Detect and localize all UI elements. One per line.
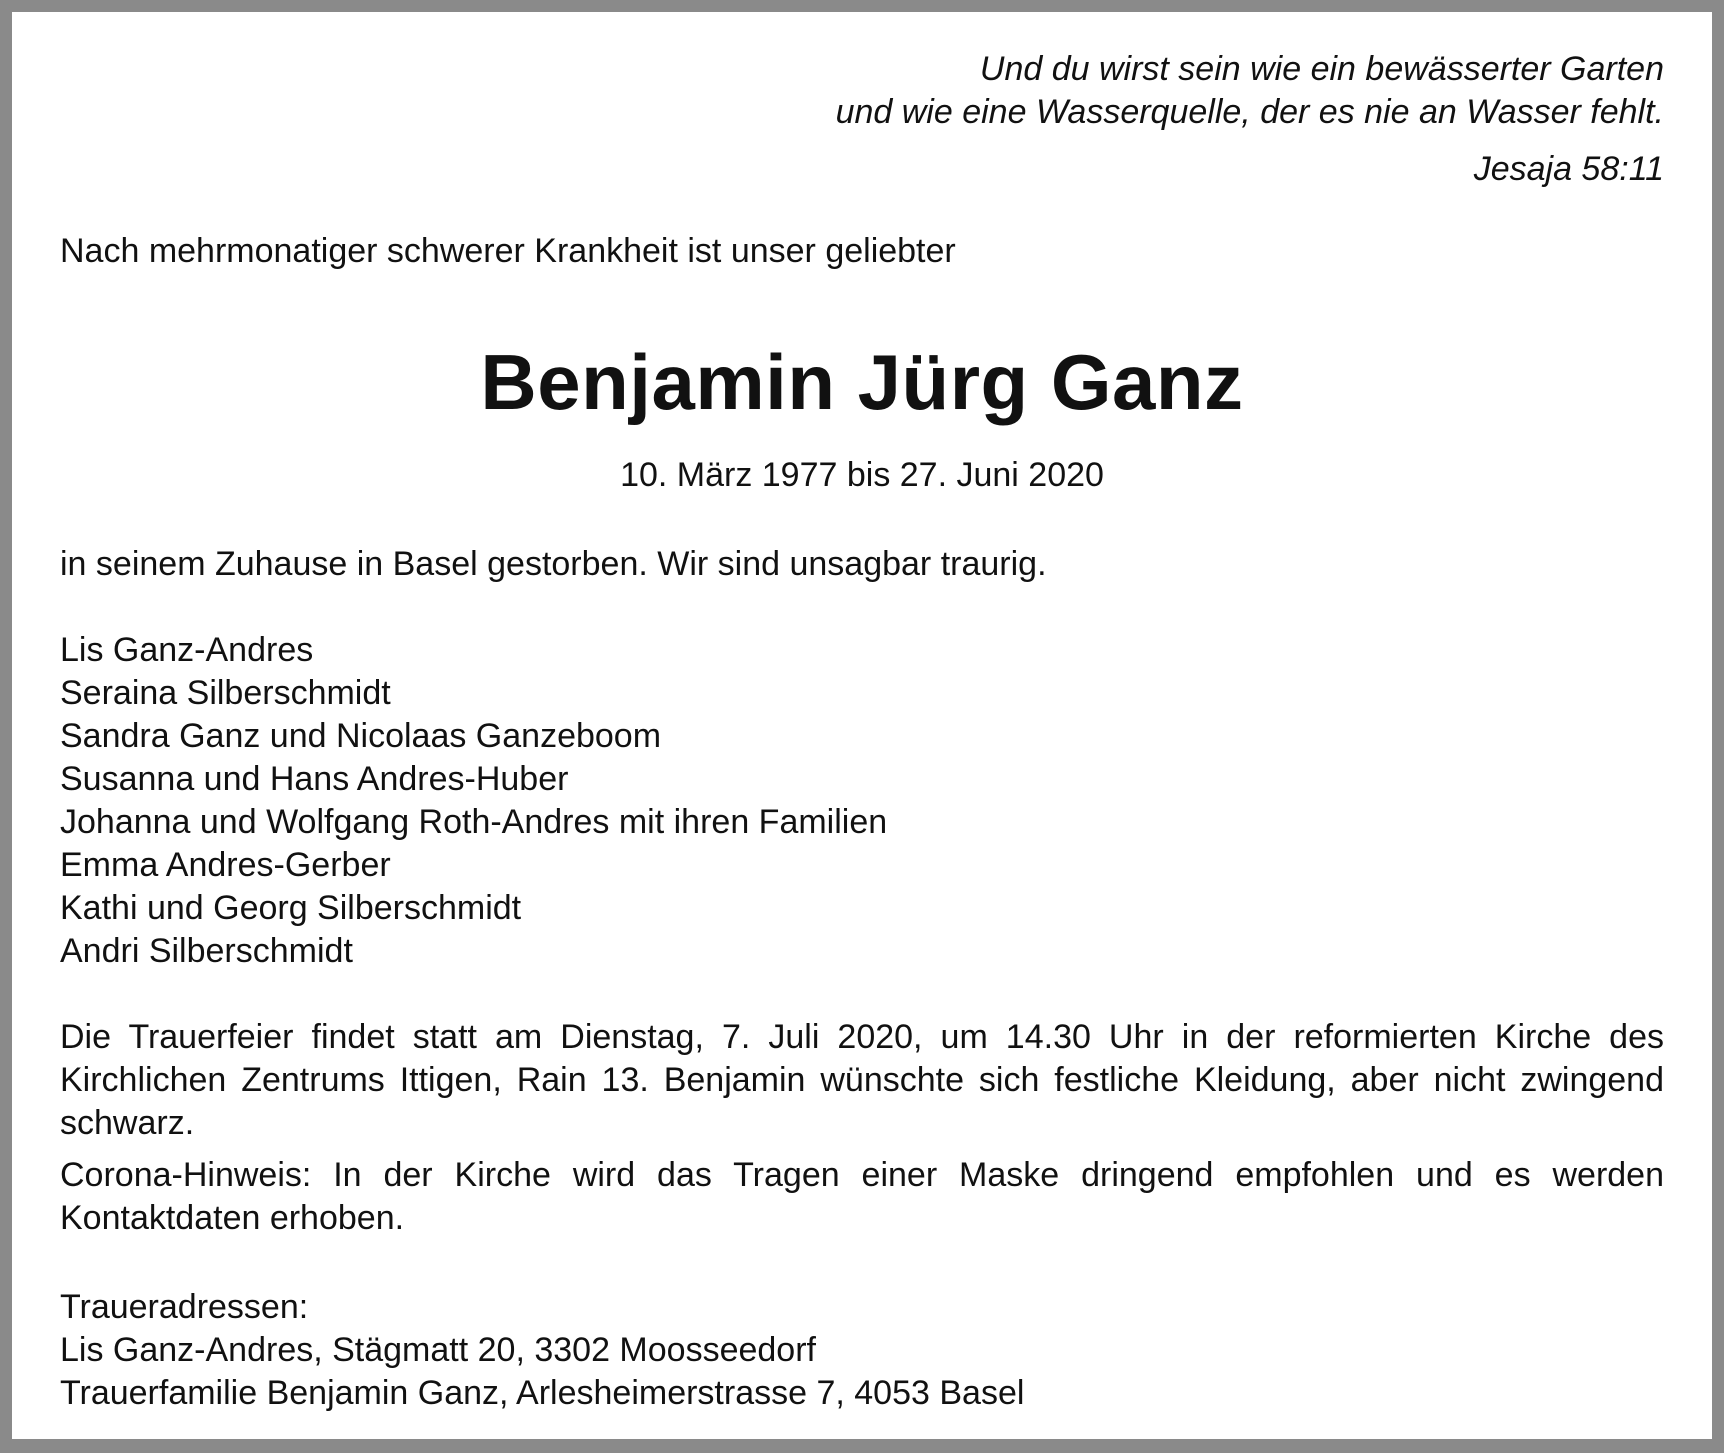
deceased-name: Benjamin Jürg Ganz bbox=[480, 338, 1244, 426]
life-dates: 10. März 1977 bis 27. Juni 2020 bbox=[620, 456, 1104, 494]
mourner-item: Susanna und Hans Andres-Huber bbox=[60, 760, 569, 798]
address-line: Lis Ganz-Andres, Stägmatt 20, 3302 Moosseedorf bbox=[60, 1331, 816, 1369]
death-statement: in seinem Zuhause in Basel gestorben. Wir sind unsagbar traurig. bbox=[60, 545, 1047, 583]
mourner-item: Sandra Ganz und Nicolaas Ganzeboom bbox=[60, 717, 662, 755]
condolence-addresses bbox=[60, 1286, 1024, 1415]
addresses-heading: Traueradressen: bbox=[60, 1288, 309, 1326]
mourner-item: Lis Ganz-Andres bbox=[60, 631, 314, 669]
verse-line-2: und wie eine Wasserquelle, der es nie an Wasser fehlt. bbox=[835, 93, 1664, 131]
bible-verse bbox=[836, 48, 1664, 191]
mourners-list bbox=[60, 629, 887, 973]
verse-line-1: Und du wirst sein wie ein bewässerter Garten bbox=[979, 50, 1664, 88]
mourner-item: Seraina Silberschmidt bbox=[60, 674, 391, 712]
address-line: Trauerfamilie Benjamin Ganz, Arlesheimerstrasse 7, 4053 Basel bbox=[60, 1374, 1025, 1412]
mourner-item: Andri Silberschmidt bbox=[60, 932, 353, 970]
mourner-item: Kathi und Georg Silberschmidt bbox=[60, 889, 522, 927]
verse-reference: Jesaja 58:11 bbox=[1473, 150, 1664, 188]
mourner-item: Johanna und Wolfgang Roth-Andres mit ihren Familien bbox=[60, 803, 888, 841]
funeral-service-info: Die Trauerfeier findet statt am Dienstag, 7. Juli 2020, um 14.30 Uhr in der reformierten Kirche des Kirchlichen Zentrums Ittigen, Rain 13. Benjamin wünschte sich festliche Kleidung, aber nicht zwingend schwarz. bbox=[60, 1018, 1664, 1142]
obituary-page bbox=[12, 12, 1712, 1439]
intro-text: Nach mehrmonatiger schwerer Krankheit ist unser geliebter bbox=[60, 232, 956, 270]
mourner-item: Emma Andres-Gerber bbox=[60, 846, 391, 884]
obituary-content bbox=[60, 12, 1664, 1439]
corona-notice: Corona-Hinweis: In der Kirche wird das Tragen einer Maske dringend empfohlen und es werden Kontaktdaten erhoben. bbox=[60, 1156, 1664, 1237]
